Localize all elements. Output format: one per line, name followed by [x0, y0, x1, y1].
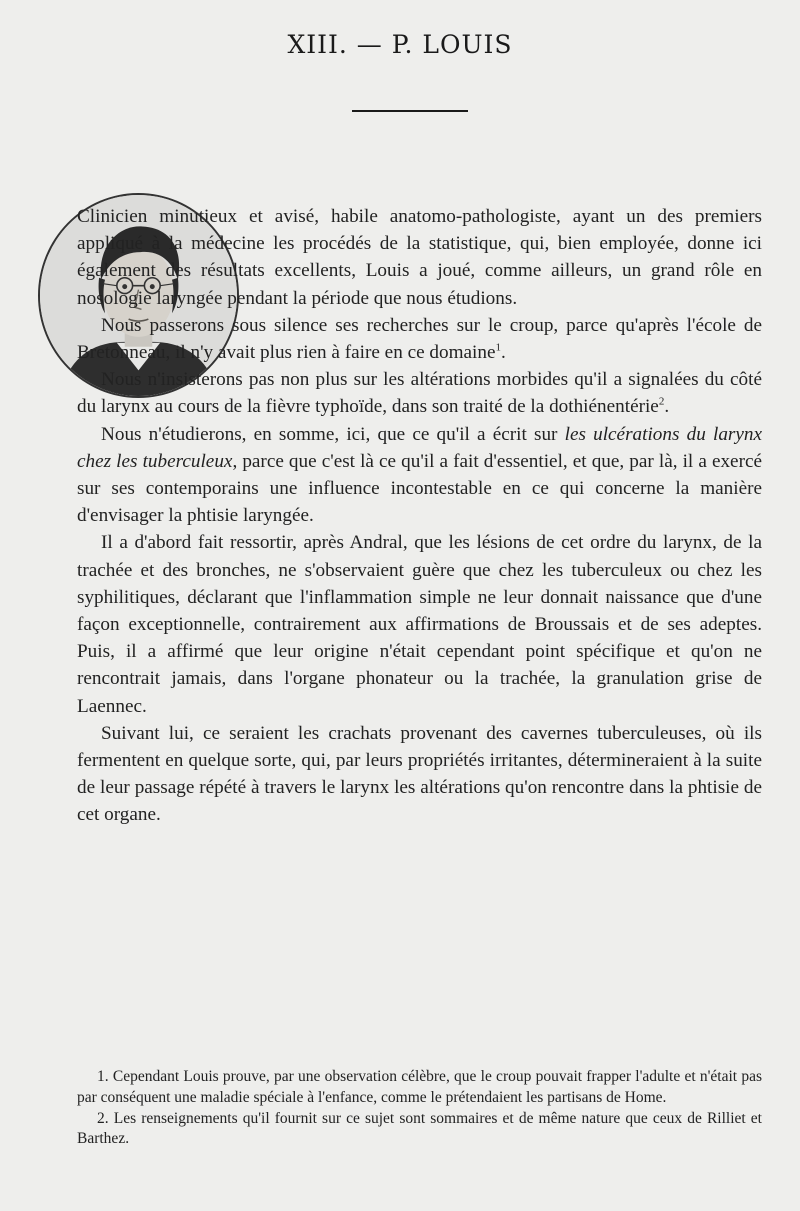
footnote-2: 2. Les renseignements qu'il fournit sur ce sujet sont sommaires et de même nature que ceux de Rilliet et Barthez. [77, 1109, 762, 1148]
paragraph-2 [77, 312, 762, 366]
paragraph-2-text: Nous passerons sous silence ses recherches sur le croup, parce qu'après l'école de Bretonneau, il n'y avait plus rien à faire en ce domaine [77, 314, 762, 364]
paragraph-5: Il a d'abord fait ressortir, après Andral, que les lésions de cet ordre du larynx, de la trachée et des bronches, ne s'observaient guère que chez les tuberculeux ou chez les syphilitiques, déclarant que l'inflammation simple ne leur donnait naissance que d'une façon exceptionnelle, contrairement aux affirmations de Broussais et de ses adeptes. Puis, il a affirmé que leur origine n'était cependant point spécifique et qu'on ne rencontrait jamais, dans l'organe phonateur ou la trachée, la granulation grise de Laennec. [77, 532, 762, 717]
paragraph-4-italic: les ulcérations du larynx chez les tuberculeux [77, 423, 763, 472]
paragraph-4-text-b: , parce que c'est là ce qu'il a fait d'essentiel, et que, par là, il a exercé sur ses contemporains une influence incontestable en ce qui concerne la manière d'envisager la phtisie laryngée. [77, 450, 762, 527]
paragraph-1: Clinicien minutieux et avisé, habile anatomo-pathologiste, ayant un des premiers appliqué à la médecine les procédés de la statistique, qui, bien employée, donne ici également des résultats excellents, Louis a joué, comme ailleurs, un grand rôle en nosologie laryngée pendant la période que nous étudions. [77, 206, 762, 309]
paragraph-3-text: Nous n'insisterons pas non plus sur les altérations morbides qu'il a signalées du côté du larynx au cours de la fièvre typhoïde, dans son traité de la dothiénentérie [77, 369, 762, 418]
footnote-ref-2: 2 [658, 396, 665, 409]
paragraph-3 [77, 366, 762, 420]
footnote-1: 1. Cependant Louis prouve, par une observation célèbre, que le croup pouvait frapper l'adulte et n'était pas par conséquent une maladie spéciale à l'enfance, comme le prétendaient les partisans de Home. [77, 1068, 762, 1106]
chapter-title: XIII. — P. LOUIS [287, 30, 513, 59]
paragraph-4-text-a: Nous n'étudierons, en somme, ici, que ce qu'il a écrit sur [101, 423, 565, 445]
paragraph-4 [77, 421, 762, 530]
paragraph-2-end: . [501, 342, 506, 364]
body-text [77, 203, 762, 829]
paragraph-6: Suivant lui, ce seraient les crachats provenant des cavernes tuberculeuses, où ils fermentent en quelque sorte, qui, par leurs propriétés irritantes, détermineraient à la suite de leur passage répété à travers le larynx les altérations qu'on rencontre dans la phtisie de cet organe. [77, 722, 762, 826]
footnotes [77, 1067, 762, 1150]
paragraph-3-end: . [664, 396, 670, 418]
footnote-ref-1: 1 [495, 341, 501, 354]
title-rule [352, 110, 468, 112]
